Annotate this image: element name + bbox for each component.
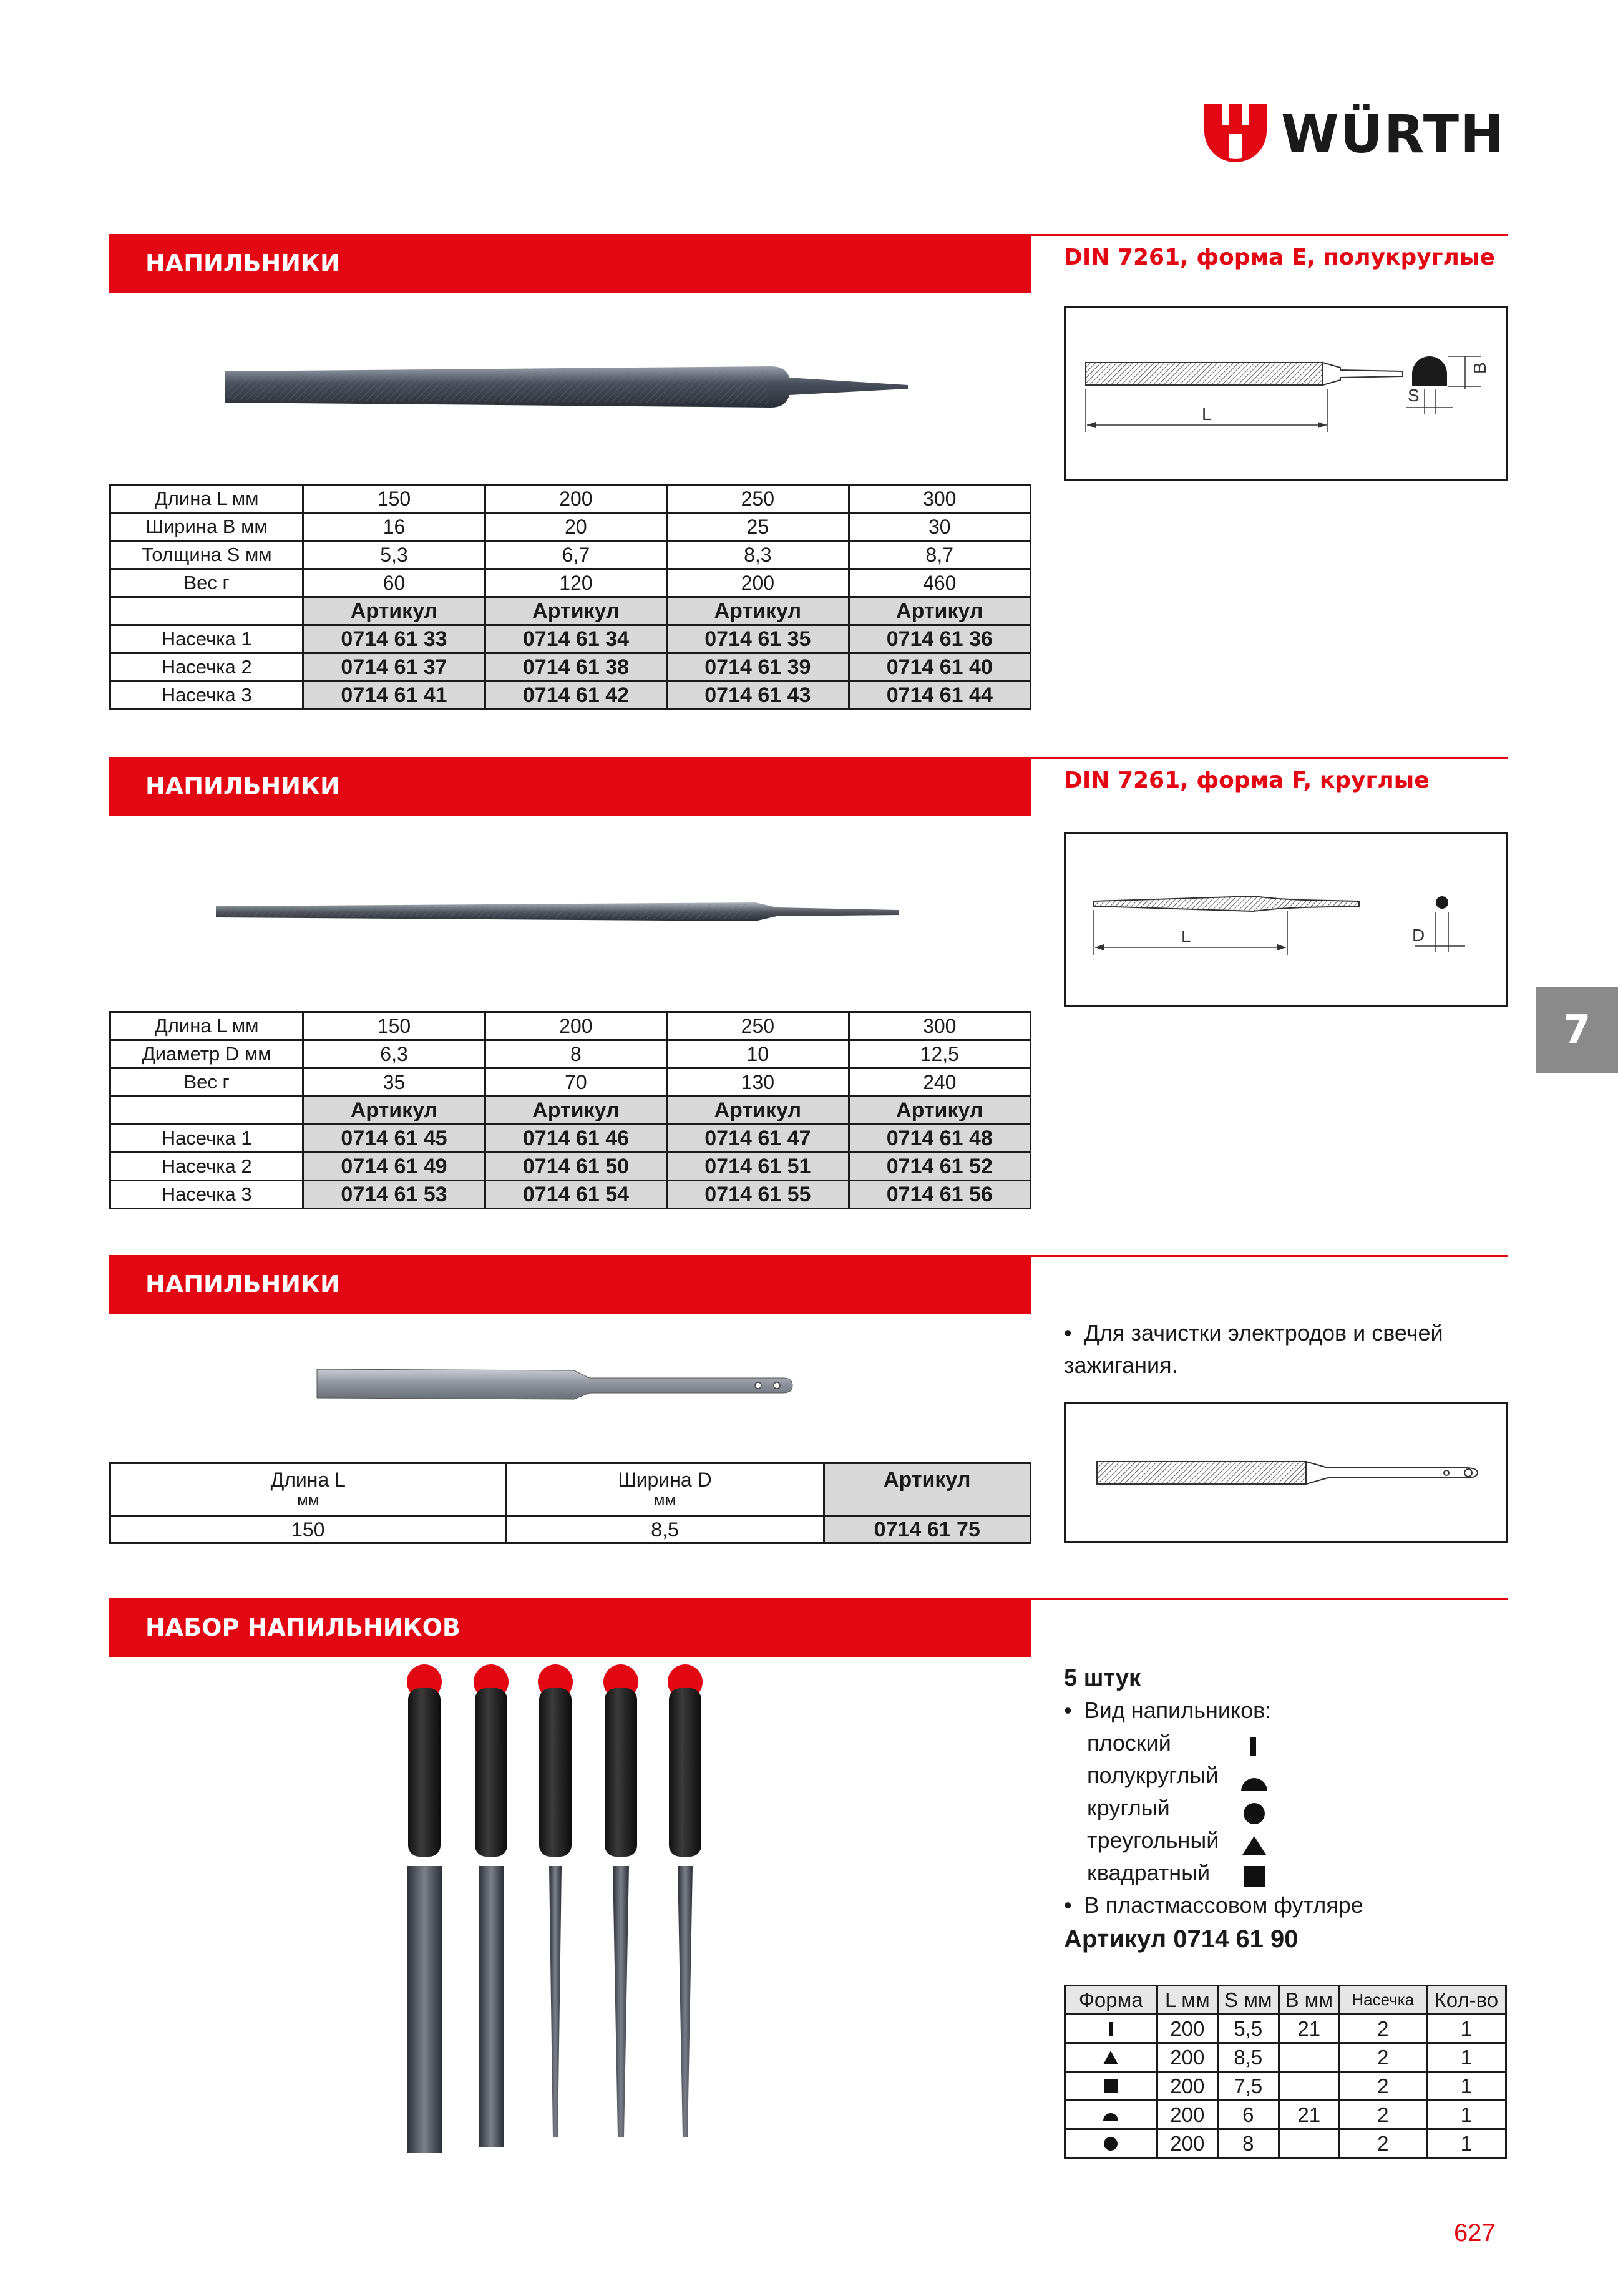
section-header-3 bbox=[109, 1255, 1031, 1314]
cell-qty: 1 bbox=[1426, 2101, 1506, 2129]
cell-B: 21 bbox=[1279, 2015, 1339, 2043]
cell-L: 200 bbox=[1157, 2101, 1218, 2129]
type-half-round: полукруглый bbox=[1087, 1762, 1219, 1788]
section-header-1 bbox=[109, 234, 1031, 293]
table-row bbox=[110, 681, 1031, 710]
triangular-file-item bbox=[603, 1664, 638, 2137]
article-cell: 0714 61 42 bbox=[485, 681, 666, 710]
shape-cell bbox=[1065, 2101, 1157, 2129]
row-label: Насечка 3 bbox=[110, 681, 303, 710]
row-label: Вес г bbox=[110, 569, 303, 597]
cell-B bbox=[1279, 2129, 1339, 2158]
dim-label-l: L bbox=[1202, 404, 1212, 424]
article-cell: 0714 61 37 bbox=[303, 653, 485, 681]
article-cell: 0714 61 39 bbox=[667, 653, 849, 681]
cell-L: 200 bbox=[1157, 2015, 1218, 2043]
case-note: • В пластмассовом футляре bbox=[1064, 1892, 1363, 1918]
wurth-logo-mark-icon bbox=[1201, 97, 1270, 165]
round-profile-icon bbox=[1244, 1803, 1265, 1824]
section-title: НАПИЛЬНИКИ bbox=[145, 773, 340, 800]
article-cell: 0714 61 36 bbox=[849, 625, 1030, 653]
column-header: S мм bbox=[1218, 1986, 1279, 2015]
flat-file-item bbox=[407, 1664, 442, 2153]
value-cell: 5,3 bbox=[303, 541, 485, 569]
value-cell: 25 bbox=[667, 513, 849, 541]
article-cell: 0714 61 56 bbox=[849, 1181, 1030, 1209]
header-rule bbox=[1031, 757, 1508, 759]
row-label: Насечка 2 bbox=[110, 1153, 303, 1181]
cell-qty: 1 bbox=[1426, 2043, 1506, 2072]
article-cell: 0714 61 41 bbox=[303, 681, 485, 710]
article-cell: 0714 61 33 bbox=[303, 625, 485, 653]
table-row bbox=[110, 541, 1031, 569]
half-round-file-photo bbox=[222, 340, 927, 434]
article-cell: 0714 61 45 bbox=[303, 1125, 485, 1153]
brand-name: WÜRTH bbox=[1281, 104, 1506, 165]
article-cell: 0714 61 52 bbox=[849, 1153, 1030, 1181]
table-row bbox=[110, 1153, 1031, 1181]
chapter-tab-label: 7 bbox=[1562, 1007, 1591, 1053]
dim-label-d: D bbox=[1412, 926, 1425, 945]
value-cell: 250 bbox=[667, 485, 849, 513]
value-cell: 130 bbox=[667, 1068, 849, 1097]
article-cell: 0714 61 48 bbox=[849, 1125, 1030, 1153]
table-row bbox=[110, 485, 1031, 513]
cell-qty: 1 bbox=[1426, 2015, 1506, 2043]
triangle-profile-icon bbox=[1101, 2048, 1120, 2067]
section-header-4 bbox=[109, 1598, 1031, 1657]
set-contents-table bbox=[1064, 1985, 1507, 2159]
cell-qty: 1 bbox=[1426, 2072, 1506, 2101]
cell-B bbox=[1279, 2072, 1339, 2101]
cell-L: 200 bbox=[1157, 2129, 1218, 2158]
cell-qty: 1 bbox=[1426, 2129, 1506, 2158]
cell-cut: 2 bbox=[1340, 2129, 1427, 2158]
cell-L: 200 bbox=[1157, 2072, 1218, 2101]
table-row bbox=[110, 625, 1031, 653]
row-label: Вес г bbox=[110, 1068, 303, 1097]
row-label bbox=[110, 1097, 303, 1125]
value-cell: 60 bbox=[303, 569, 485, 597]
article-cell: 0714 61 47 bbox=[667, 1125, 849, 1153]
value-cell: 35 bbox=[303, 1068, 485, 1097]
cell-S: 8 bbox=[1218, 2129, 1279, 2158]
row-label: Длина L мм bbox=[110, 1012, 303, 1040]
col-header-article: Артикул bbox=[824, 1463, 1031, 1517]
column-header: Насечка bbox=[1340, 1986, 1427, 2015]
section-title: НАПИЛЬНИКИ bbox=[145, 250, 340, 277]
square-file-item bbox=[668, 1664, 703, 2137]
types-label: Вид напильников: bbox=[1084, 1698, 1272, 1723]
header-rule bbox=[1031, 1598, 1508, 1600]
cell-length: 150 bbox=[110, 1517, 507, 1543]
types-heading: • Вид напильников: bbox=[1064, 1698, 1272, 1723]
value-cell: 150 bbox=[303, 485, 485, 513]
table-row bbox=[110, 1068, 1031, 1097]
row-label: Диаметр D мм bbox=[110, 1040, 303, 1068]
half-round-file-item bbox=[474, 1664, 509, 2147]
bullet-text: Для зачистки электродов и свечей зажигания. bbox=[1064, 1320, 1443, 1378]
article-cell: Артикул bbox=[667, 597, 849, 625]
column-header: Форма bbox=[1065, 1986, 1157, 2015]
cell-article: 0714 61 75 bbox=[824, 1517, 1031, 1543]
table-row bbox=[1065, 2072, 1506, 2101]
article-cell: 0714 61 44 bbox=[849, 681, 1030, 710]
type-square: квадратный bbox=[1087, 1860, 1211, 1885]
diagram-form-f bbox=[1064, 832, 1508, 1007]
chapter-tab[interactable] bbox=[1536, 987, 1618, 1073]
value-cell: 10 bbox=[667, 1040, 849, 1068]
table-row bbox=[110, 597, 1031, 625]
value-cell: 240 bbox=[849, 1068, 1030, 1097]
set-count: 5 штук bbox=[1064, 1665, 1141, 1691]
page-number: 627 bbox=[1454, 2219, 1496, 2247]
value-cell: 120 bbox=[485, 569, 666, 597]
article-cell: 0714 61 38 bbox=[485, 653, 666, 681]
cell-L: 200 bbox=[1157, 2043, 1218, 2072]
value-cell: 250 bbox=[667, 1012, 849, 1040]
file-dimension-drawing bbox=[1066, 308, 1506, 479]
col-header-width: Ширина D мм bbox=[506, 1463, 824, 1517]
cell-cut: 2 bbox=[1340, 2101, 1427, 2129]
cell-B: 21 bbox=[1279, 2101, 1339, 2129]
article-cell: 0714 61 43 bbox=[667, 681, 849, 710]
section-subtitle: DIN 7261, форма F, круглые bbox=[1064, 768, 1430, 793]
cell-width: 8,5 bbox=[506, 1517, 824, 1543]
section-title: НАПИЛЬНИКИ bbox=[145, 1271, 340, 1298]
row-label: Толщина S мм bbox=[110, 541, 303, 569]
row-label: Насечка 1 bbox=[110, 1125, 303, 1153]
table-row bbox=[1065, 2129, 1506, 2158]
value-cell: 200 bbox=[485, 1012, 666, 1040]
article-cell: 0714 61 50 bbox=[485, 1153, 666, 1181]
value-cell: 150 bbox=[303, 1012, 485, 1040]
electrode-file-photo bbox=[312, 1354, 811, 1410]
round-file-item bbox=[538, 1664, 573, 2137]
value-cell: 30 bbox=[849, 513, 1030, 541]
table-header-row bbox=[1065, 1986, 1506, 2015]
value-cell: 8 bbox=[485, 1040, 666, 1068]
spec-table-form-e bbox=[109, 484, 1031, 710]
table-row bbox=[110, 1012, 1031, 1040]
row-label: Насечка 2 bbox=[110, 653, 303, 681]
value-cell: 16 bbox=[303, 513, 485, 541]
value-cell: 200 bbox=[667, 569, 849, 597]
row-label: Ширина В мм bbox=[110, 513, 303, 541]
dim-label-s: S bbox=[1408, 386, 1420, 405]
column-header: Кол-во bbox=[1426, 1986, 1506, 2015]
table-row bbox=[110, 1097, 1031, 1125]
article-cell: 0714 61 49 bbox=[303, 1153, 485, 1181]
file-set-photo bbox=[362, 1663, 755, 2162]
article-cell: 0714 61 40 bbox=[849, 653, 1030, 681]
row-label bbox=[110, 597, 303, 625]
case-note-text: В пластмассовом футляре bbox=[1084, 1892, 1363, 1918]
round-file-dimension-drawing bbox=[1066, 834, 1506, 1005]
value-cell: 460 bbox=[849, 569, 1030, 597]
value-cell: 6,7 bbox=[485, 541, 666, 569]
article-cell: 0714 61 35 bbox=[667, 625, 849, 653]
table-row bbox=[110, 513, 1031, 541]
table-row bbox=[110, 569, 1031, 597]
cell-cut: 2 bbox=[1340, 2015, 1427, 2043]
value-cell: 12,5 bbox=[849, 1040, 1030, 1068]
section-subtitle: DIN 7261, форма Е, полукруглые bbox=[1064, 245, 1495, 270]
shape-cell bbox=[1065, 2129, 1157, 2158]
value-cell: 300 bbox=[849, 1012, 1030, 1040]
round-file-photo bbox=[212, 880, 917, 942]
flat-profile-icon bbox=[1250, 1737, 1256, 1756]
square-profile-icon bbox=[1244, 1866, 1265, 1887]
section-title: НАБОР НАПИЛЬНИКОВ bbox=[145, 1614, 461, 1641]
table-row bbox=[110, 1125, 1031, 1153]
cell-S: 6 bbox=[1218, 2101, 1279, 2129]
article-cell: 0714 61 51 bbox=[667, 1153, 849, 1181]
value-cell: 8,3 bbox=[667, 541, 849, 569]
row-label: Насечка 1 bbox=[110, 625, 303, 653]
set-article: Артикул 0714 61 90 bbox=[1064, 1925, 1299, 1953]
dim-label-l: L bbox=[1181, 927, 1191, 946]
half-round-profile-icon bbox=[1241, 1778, 1267, 1791]
shape-cell bbox=[1065, 2015, 1157, 2043]
table-row bbox=[1065, 2101, 1506, 2129]
value-cell: 70 bbox=[485, 1068, 666, 1097]
column-header: B мм bbox=[1279, 1986, 1339, 2015]
dim-label-b: B bbox=[1470, 362, 1489, 374]
electrode-file-drawing bbox=[1066, 1404, 1506, 1541]
type-round: круглый bbox=[1087, 1795, 1170, 1820]
column-header: L мм bbox=[1157, 1986, 1218, 2015]
square-profile-icon bbox=[1101, 2077, 1120, 2096]
article-cell: Артикул bbox=[849, 597, 1030, 625]
cell-cut: 2 bbox=[1340, 2072, 1427, 2101]
shape-cell bbox=[1065, 2043, 1157, 2072]
table-row bbox=[110, 1040, 1031, 1068]
value-cell: 300 bbox=[849, 485, 1030, 513]
flat-profile-icon bbox=[1101, 2020, 1120, 2038]
article-cell: Артикул bbox=[485, 597, 666, 625]
triangle-profile-icon bbox=[1242, 1836, 1266, 1855]
type-flat: плоский bbox=[1087, 1730, 1171, 1756]
col-header-length: Длина L мм bbox=[110, 1463, 507, 1517]
article-cell: 0714 61 53 bbox=[303, 1181, 485, 1209]
cell-S: 5,5 bbox=[1218, 2015, 1279, 2043]
article-cell: 0714 61 55 bbox=[667, 1181, 849, 1209]
shape-cell bbox=[1065, 2072, 1157, 2101]
article-cell: Артикул bbox=[303, 597, 485, 625]
cell-cut: 2 bbox=[1340, 2043, 1427, 2072]
value-cell: 8,7 bbox=[849, 541, 1030, 569]
article-cell: Артикул bbox=[849, 1097, 1030, 1125]
half-round-profile-icon bbox=[1101, 2106, 1120, 2124]
article-cell: Артикул bbox=[303, 1097, 485, 1125]
value-cell: 6,3 bbox=[303, 1040, 485, 1068]
round-profile-icon bbox=[1101, 2134, 1120, 2153]
article-cell: Артикул bbox=[667, 1097, 849, 1125]
table-row bbox=[1065, 2015, 1506, 2043]
table-row bbox=[110, 1181, 1031, 1209]
diagram-electrode-file bbox=[1064, 1402, 1508, 1543]
article-cell: 0714 61 34 bbox=[485, 625, 666, 653]
article-cell: 0714 61 54 bbox=[485, 1181, 666, 1209]
spec-table-form-f bbox=[109, 1011, 1031, 1209]
cell-S: 7,5 bbox=[1218, 2072, 1279, 2101]
type-triangular: треугольный bbox=[1087, 1827, 1219, 1853]
article-cell: 0714 61 46 bbox=[485, 1125, 666, 1153]
bullet-electrode-use: • Для зачистки электродов и свечей зажигания. bbox=[1064, 1320, 1443, 1378]
value-cell: 200 bbox=[485, 485, 666, 513]
section-header-2 bbox=[109, 757, 1031, 816]
cell-S: 8,5 bbox=[1218, 2043, 1279, 2072]
row-label: Длина L мм bbox=[110, 485, 303, 513]
table-row bbox=[110, 653, 1031, 681]
table-row bbox=[1065, 2043, 1506, 2072]
value-cell: 20 bbox=[485, 513, 666, 541]
row-label: Насечка 3 bbox=[110, 1181, 303, 1209]
header-rule bbox=[1031, 234, 1508, 236]
article-cell: Артикул bbox=[485, 1097, 666, 1125]
header-rule bbox=[1031, 1255, 1508, 1257]
cell-B bbox=[1279, 2043, 1339, 2072]
wurth-logo bbox=[1201, 97, 1513, 165]
spec-table-electrode-file bbox=[109, 1462, 1031, 1544]
profile-icons bbox=[1239, 1730, 1270, 1892]
diagram-form-e bbox=[1064, 306, 1508, 481]
